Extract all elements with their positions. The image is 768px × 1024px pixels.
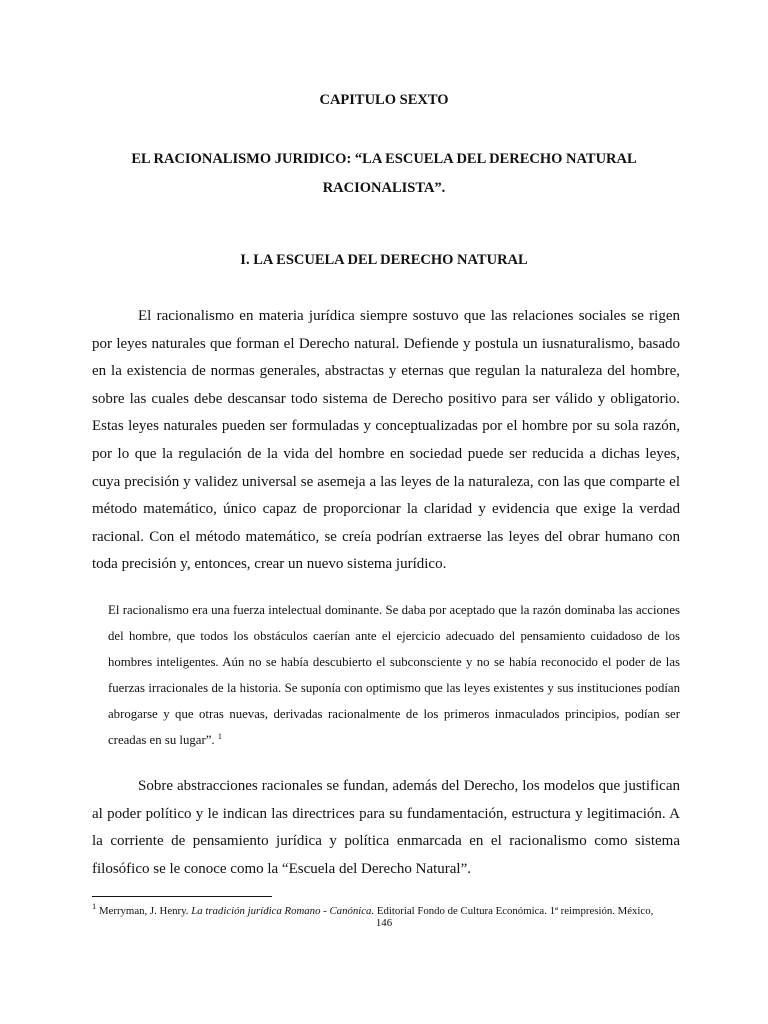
footnote-reference: 1 <box>217 730 223 741</box>
page-number: 146 <box>375 917 393 929</box>
footnote-work-title: La tradición jurídica Romano - Canónica. <box>191 905 375 917</box>
chapter-heading: CAPITULO SEXTO <box>319 92 449 108</box>
footnote-marker: 1 <box>92 901 97 911</box>
footnote-publisher: Editorial Fondo de Cultura Económica. 1ª reimpresión. México, <box>376 905 654 917</box>
footnote <box>92 901 680 918</box>
block-quote-text: El racionalismo era una fuerza intelectual dominante. Se daba por aceptado que la razón dominaba las acciones del hombre, que todos los obstáculos caerían ante el ejercicio adecuado del pensamiento cuidadoso de los hombres inteligentes. Aún no se había descubierto el subconsciente y no se había reconocido el poder de las fuerzas irracionales de la historia. Se suponía con optimismo que las leyes existentes y sus instituciones podían abrogarse y que otras nuevas, derivadas racionalmente de los primeros inmaculados principios, podían ser creadas en su lugar”. <box>108 603 680 747</box>
block-quote <box>108 598 680 753</box>
footnote-author: Merryman, J. Henry. <box>98 905 189 917</box>
chapter-title-line-1: EL RACIONALISMO JURIDICO: “LA ESCUELA DEL DERECHO NATURAL <box>131 151 637 167</box>
body-paragraph-1: El racionalismo en materia jurídica siempre sostuvo que las relaciones sociales se rigen por leyes naturales que forman el Derecho natural. Defiende y postula un iusnaturalismo, basado en la existencia de normas generales, abstractas y eternas que regulan la naturaleza del hombre, sobre las cuales debe descansar todo sistema de Derecho positivo para ser válido y obligatorio. Estas leyes naturales pueden ser formuladas y conceptualizadas por el hombre por su sola razón, por lo que la regulación de la vida del hombre en sociedad puede ser reducida a dichas leyes, cuya precisión y validez universal se asemeja a las leyes de la naturaleza, con las que comparte el método matemático, único capaz de proporcionar la claridad y evidencia que exige la verdad racional. Con el método matemático, se creía podrían extraerse las leyes del obrar humano con toda precisión y, entonces, crear un nuevo sistema jurídico. <box>92 308 680 573</box>
chapter-title-line-2: RACIONALISTA”. <box>322 180 446 196</box>
chapter-title <box>92 145 676 203</box>
section-heading: I. LA ESCUELA DEL DERECHO NATURAL <box>240 252 528 268</box>
body-paragraph-2: Sobre abstracciones racionales se fundan, además del Derecho, los modelos que justifican al poder político y le indican las directrices para su fundamentación, estructura y legitimación. A la corriente de pensamiento jurídica y política enmarcada en el racionalismo como sistema filosófico se le conoce como la “Escuela del Derecho Natural”. <box>92 778 680 877</box>
footnote-separator <box>92 896 272 897</box>
